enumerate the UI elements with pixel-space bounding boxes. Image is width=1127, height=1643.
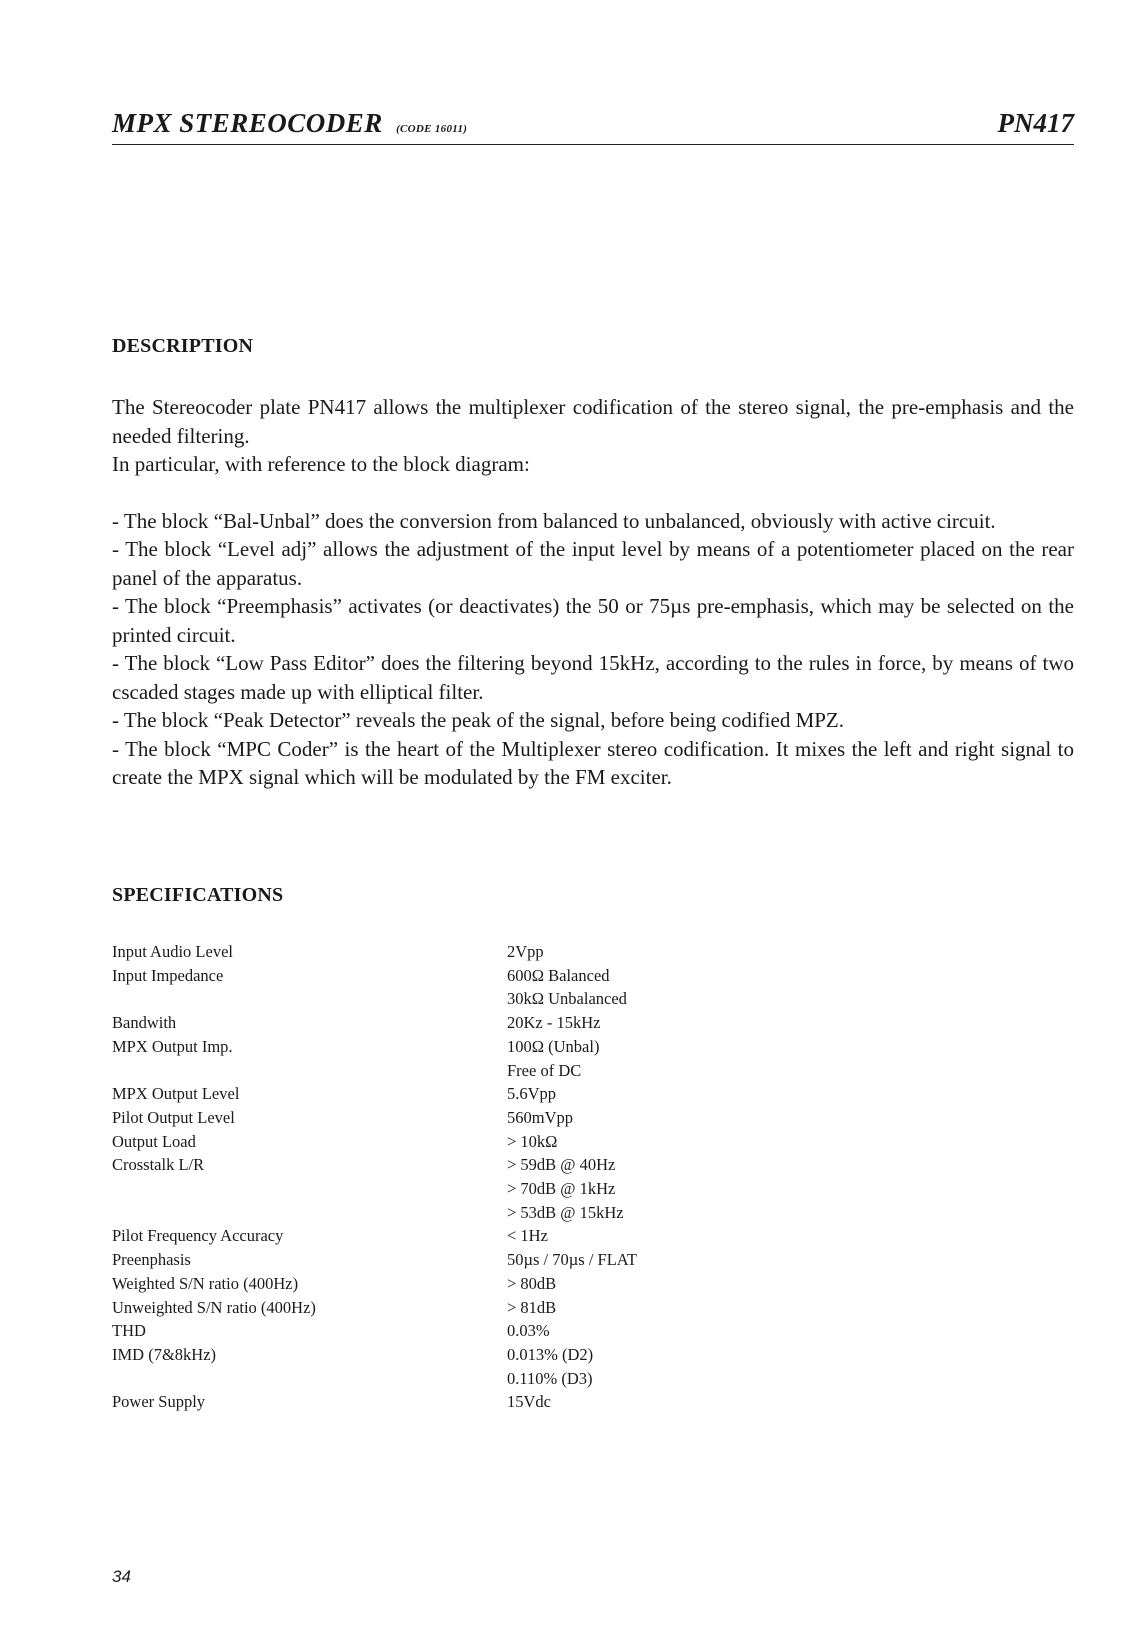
spec-value: 0.110% (D3) (507, 1368, 593, 1388)
spec-value: Free of DC (507, 1060, 582, 1080)
spec-row (112, 1011, 812, 1035)
spec-row (112, 1296, 812, 1320)
spec-value: 2Vpp (507, 942, 544, 961)
spec-label: Weighted S/N ratio (400Hz) (112, 1273, 299, 1293)
spec-label: Input Audio Level (112, 942, 233, 961)
spec-row (112, 1390, 812, 1414)
document-title (112, 108, 467, 139)
page-number: 34 (112, 1567, 131, 1586)
spec-row (112, 1201, 812, 1225)
spec-label: MPX Output Imp. (112, 1036, 233, 1056)
spec-value: > 59dB @ 40Hz (507, 1155, 616, 1175)
spec-label (112, 987, 507, 1011)
spec-value: 5.6Vpp (507, 1084, 557, 1104)
spec-label: Unweighted S/N ratio (400Hz) (112, 1297, 316, 1317)
model-number: PN417 (997, 108, 1074, 138)
spec-value: > 70dB @ 1kHz (507, 1179, 616, 1199)
spec-label: IMD (7&8kHz) (112, 1344, 217, 1364)
spec-row (112, 1082, 812, 1106)
spec-row (112, 1059, 812, 1083)
spec-value: > 10kΩ (507, 1131, 558, 1151)
spec-label: Pilot Output Level (112, 1107, 235, 1127)
spec-label (112, 1177, 507, 1201)
spec-row (112, 1153, 812, 1177)
spec-value: > 53dB @ 15kHz (507, 1202, 624, 1222)
spec-value: > 81dB (507, 1297, 557, 1317)
spec-row (112, 1035, 812, 1059)
title-text: MPX STEREOCODER (112, 108, 383, 138)
spec-label (112, 1201, 507, 1225)
spec-row (112, 1224, 812, 1248)
spec-row (112, 1272, 812, 1296)
spec-label: Output Load (112, 1131, 196, 1151)
spec-row (112, 1106, 812, 1130)
description-bullet-mpc-coder: - The block “MPC Coder” is the heart of the Multiplexer stereo codification. It mixes the left and right signal to create the MPX signal which will be modulated by the FM exciter. (112, 736, 1074, 789)
spec-label: Power Supply (112, 1392, 206, 1412)
spec-label: Preenphasis (112, 1250, 191, 1270)
spec-value: 0.013% (D2) (507, 1344, 594, 1364)
spec-value: 50µs / 70µs / FLAT (507, 1250, 637, 1270)
spec-label (112, 1367, 507, 1391)
spec-value: 15Vdc (507, 1392, 551, 1412)
spec-label: Input Impedance (112, 965, 224, 985)
description-bullet-peak-detector: - The block “Peak Detector” reveals the peak of the signal, before being codified MPZ. (112, 708, 845, 732)
spec-value: 600Ω Balanced (507, 965, 610, 985)
spec-row (112, 987, 812, 1011)
spec-value: 0.03% (507, 1321, 550, 1341)
product-code: (CODE 16011) (396, 123, 468, 135)
spec-label: Pilot Frequency Accuracy (112, 1226, 284, 1246)
description-heading: DESCRIPTION (112, 335, 254, 357)
spec-label: MPX Output Level (112, 1084, 240, 1104)
spec-value: > 80dB (507, 1273, 557, 1293)
spec-label (112, 1059, 507, 1083)
description-bullet-low-pass: - The block “Low Pass Editor” does the filtering beyond 15kHz, according to the rules in force, by means of two cscaded stages made up with elliptical filter. (112, 651, 1074, 704)
spec-row (112, 1319, 812, 1343)
spec-value: 100Ω (Unbal) (507, 1036, 600, 1056)
spec-label: Bandwith (112, 1013, 177, 1033)
paragraph-gap (112, 479, 1074, 507)
description-bullet-bal-unbal: - The block “Bal-Unbal” does the conversion from balanced to unbalanced, obviously with active circuit. (112, 508, 996, 533)
description-bullet-level-adj: - The block “Level adj” allows the adjustment of the input level by means of a potentiometer placed on the rear panel of the apparatus. (112, 537, 1074, 590)
specifications-heading: SPECIFICATIONS (112, 884, 284, 906)
spec-row (112, 940, 812, 964)
spec-value: 560mVpp (507, 1107, 573, 1127)
description-intro: The Stereocoder plate PN417 allows the multiplexer codification of the stereo signal, the pre-emphasis and the needed filtering. (112, 395, 1074, 448)
spec-value: < 1Hz (507, 1226, 548, 1246)
description-body (112, 393, 1074, 792)
spec-row (112, 1130, 812, 1154)
spec-row (112, 1248, 812, 1272)
spec-label: THD (112, 1321, 146, 1341)
spec-label: Crosstalk L/R (112, 1155, 205, 1175)
spec-row (112, 1367, 812, 1391)
page-header (112, 108, 1074, 145)
spec-row (112, 1343, 812, 1367)
spec-row (112, 964, 812, 988)
description-intro-2: In particular, with reference to the block diagram: (112, 452, 530, 476)
description-bullet-preemphasis: - The block “Preemphasis” activates (or deactivates) the 50 or 75µs pre-emphasis, which may be selected on the printed circuit. (112, 594, 1074, 647)
spec-row (112, 1177, 812, 1201)
spec-value: 20Kz - 15kHz (507, 1013, 601, 1033)
spec-value: 30kΩ Unbalanced (507, 989, 627, 1009)
specifications-table (112, 940, 812, 1414)
